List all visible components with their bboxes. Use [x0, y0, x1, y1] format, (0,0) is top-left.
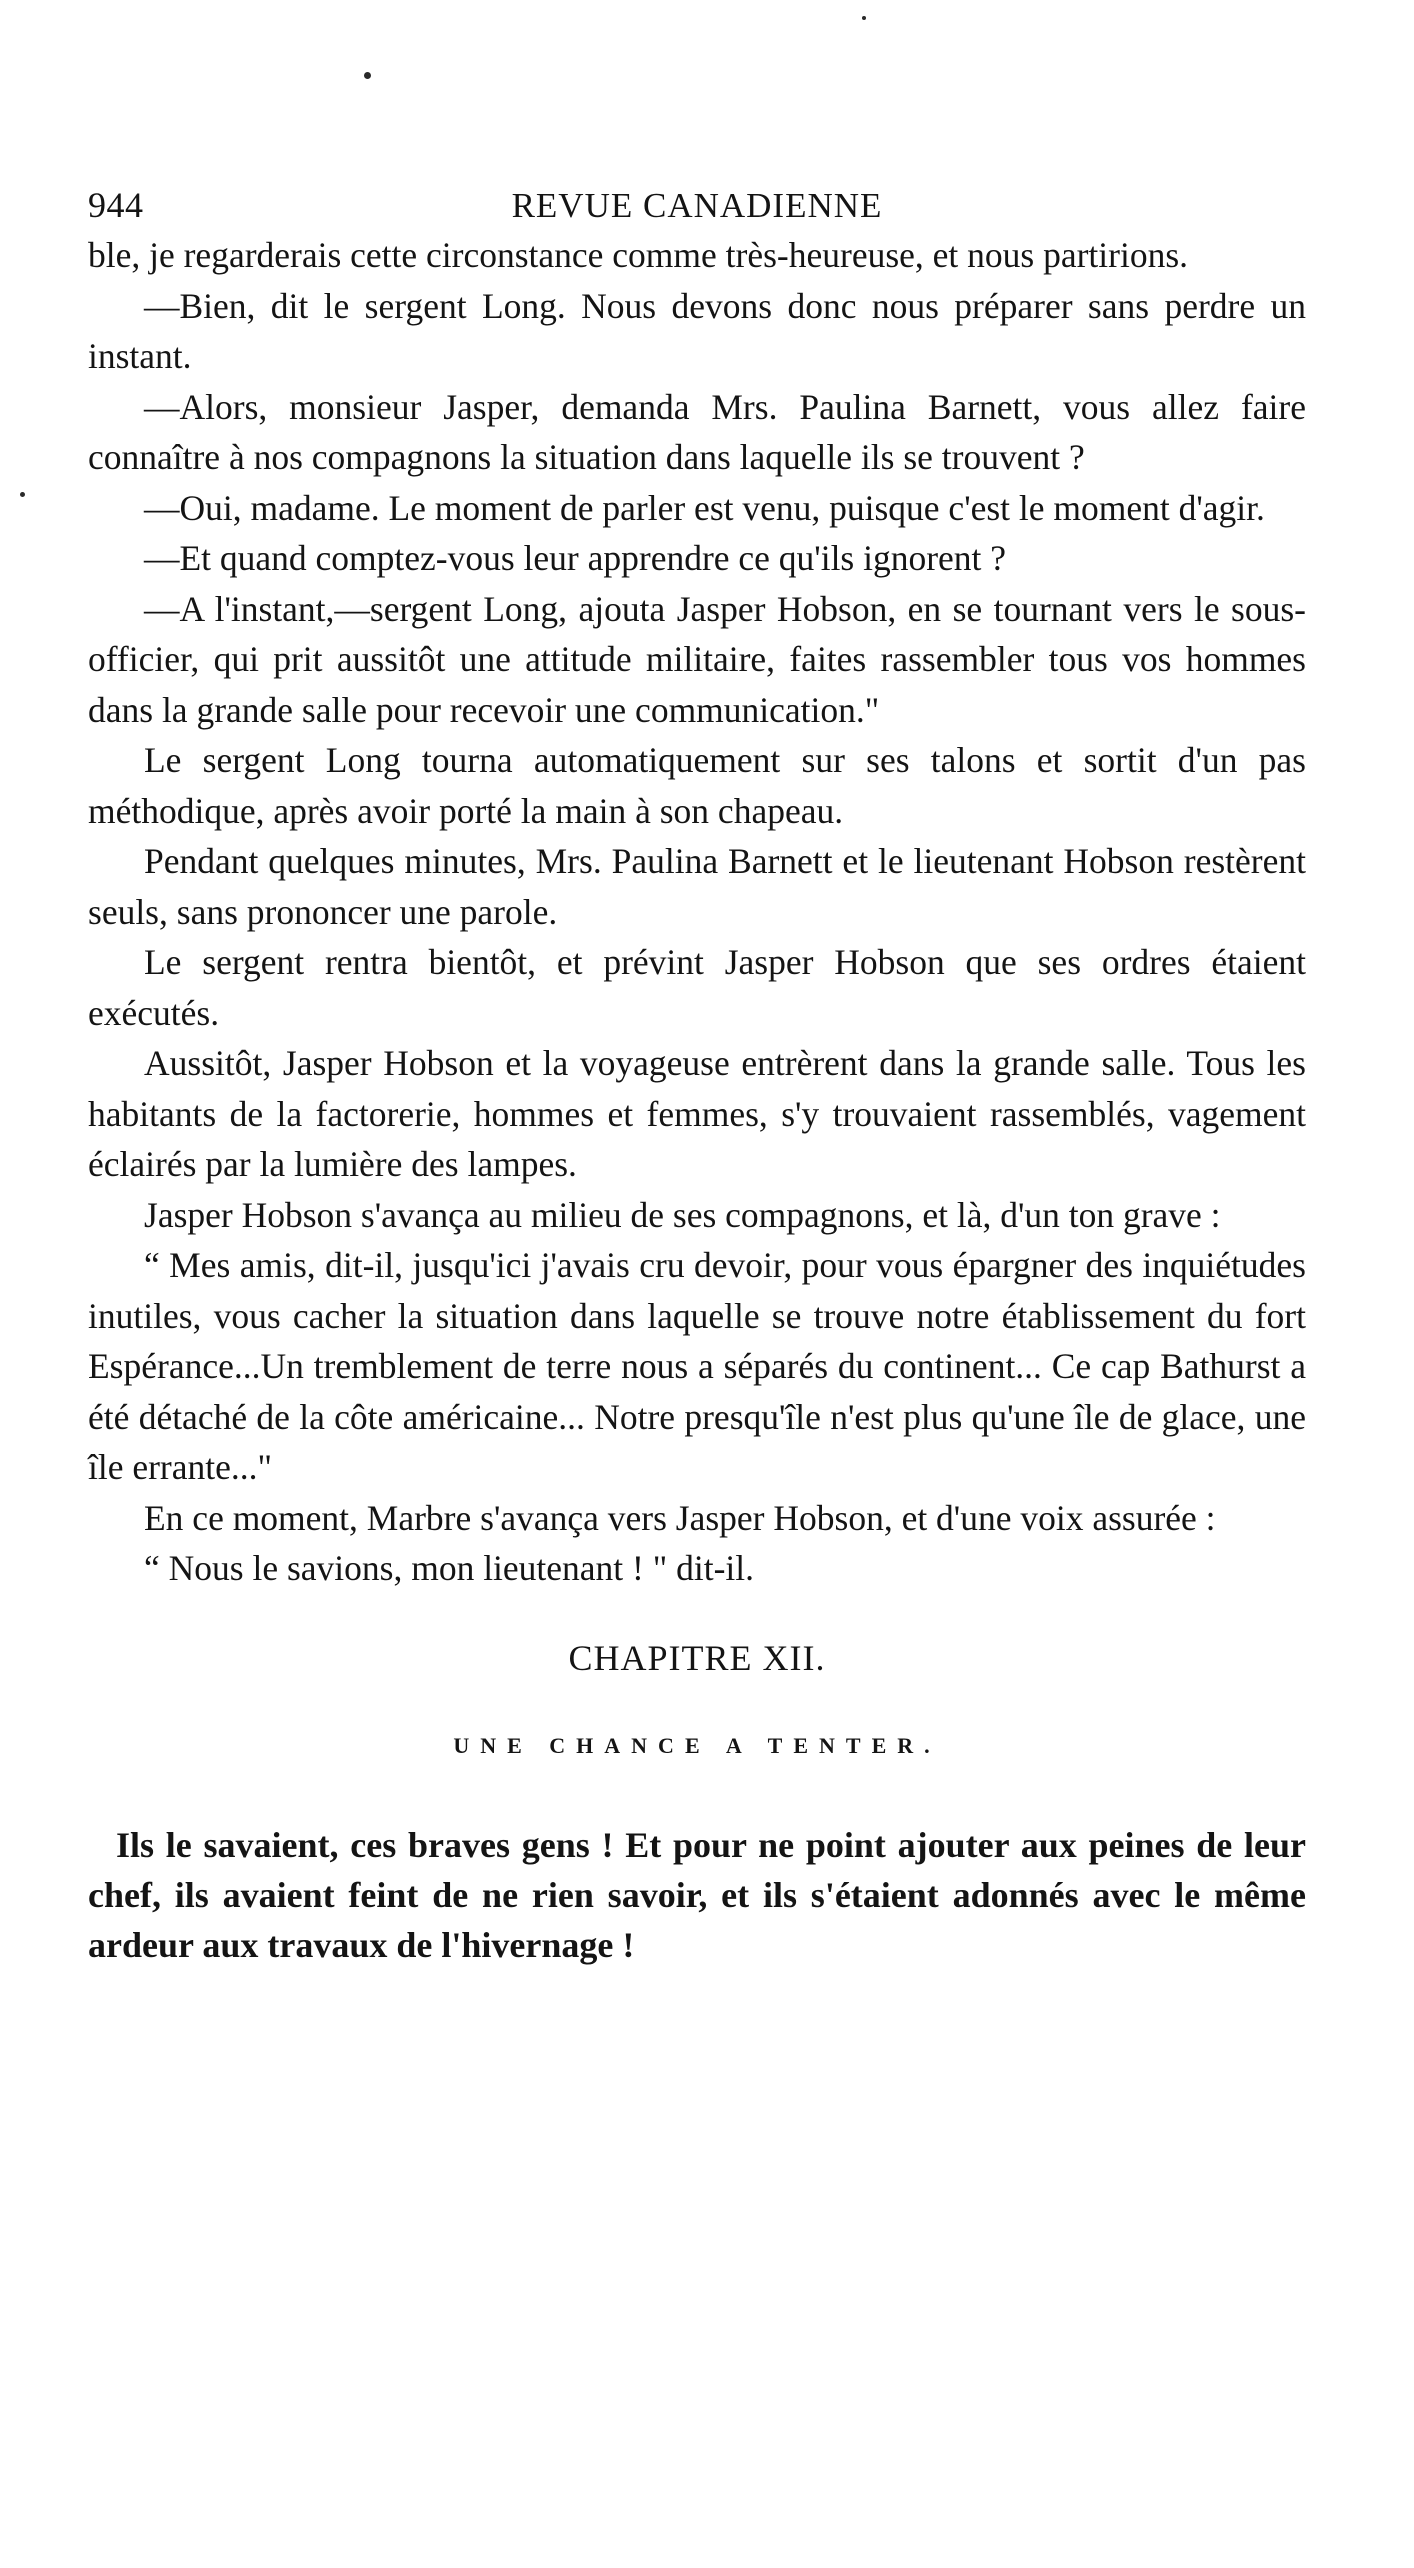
- book-page: [88, 150, 1306, 1970]
- paragraph: “ Nous le savions, mon lieutenant ! " dit-il.: [144, 1548, 755, 1588]
- paragraph: —A l'instant,—sergent Long, ajouta Jasper Hobson, en se tournant vers le sous-officier, qui prit aussitôt une attitude militaire, faites rassembler tous vos hommes dans la grande salle pour recevoir une communication.": [88, 588, 1306, 730]
- paragraph: Pendant quelques minutes, Mrs. Paulina Barnett et le lieutenant Hobson restèrent seuls, sans prononcer une parole.: [88, 841, 1306, 932]
- paragraph: —Bien, dit le sergent Long. Nous devons donc nous préparer sans perdre un instant.: [88, 285, 1306, 376]
- chapter-subtitle: UNE CHANCE A TENTER.: [453, 1732, 941, 1758]
- print-speck: [862, 16, 866, 20]
- paragraph: Jasper Hobson s'avança au milieu de ses compagnons, et là, d'un ton grave :: [144, 1194, 1221, 1235]
- chapter-opening-paragraph: Ils le savaient, ces braves gens ! Et pour ne point ajouter aux peines de leur chef, ils avaient feint de ne rien savoir, et ils s'étaient adonnés avec le même ardeur aux travaux de l'hivernage !: [88, 1824, 1306, 1965]
- running-title: REVUE CANADIENNE: [511, 186, 883, 225]
- paragraph: “ Mes amis, dit-il, jusqu'ici j'avais cru devoir, pour vous épargner des inquiétudes inutiles, vous cacher la situation dans laquelle se trouve notre établissement du fort Espérance...Un tremblement de terre nous a séparés du continent... Ce cap Bathurst a été détaché de la côte américaine... Notre presqu'île n'est plus qu'une île de glace, une île errante...": [88, 1245, 1306, 1487]
- paragraph: ble, je regarderais cette circonstance comme très-heureuse, et nous partirions.: [88, 235, 1189, 275]
- chapter-body: [88, 1820, 1306, 1970]
- paragraph: —Et quand comptez-vous leur apprendre ce qu'ils ignorent ?: [144, 538, 1007, 578]
- paragraph: En ce moment, Marbre s'avança vers Jasper Hobson, et d'une voix assurée :: [144, 1497, 1216, 1538]
- page-header: [88, 150, 1306, 230]
- paragraph: Le sergent Long tourna automatiquement sur ses talons et sortit d'un pas méthodique, après avoir porté la main à son chapeau.: [88, 740, 1306, 831]
- paragraph: —Alors, monsieur Jasper, demanda Mrs. Paulina Barnett, vous allez faire connaître à nos compagnons la situation dans laquelle ils se trouvent ?: [88, 386, 1306, 477]
- chapter-title: CHAPITRE XII.: [568, 1637, 826, 1678]
- paragraph: —Oui, madame. Le moment de parler est venu, puisque c'est le moment d'agir.: [144, 487, 1265, 528]
- paragraph: Aussitôt, Jasper Hobson et la voyageuse entrèrent dans la grande salle. Tous les habitants de la factorerie, hommes et femmes, s'y trouvaient rassemblés, vagement éclairés par la lumière des lampes.: [88, 1043, 1306, 1184]
- paragraph: Le sergent rentra bientôt, et prévint Jasper Hobson que ses ordres étaient exécutés.: [88, 942, 1306, 1033]
- print-speck: [20, 492, 25, 497]
- page-number: 944: [88, 185, 144, 225]
- print-speck: [364, 72, 371, 79]
- body-text: [88, 230, 1306, 1594]
